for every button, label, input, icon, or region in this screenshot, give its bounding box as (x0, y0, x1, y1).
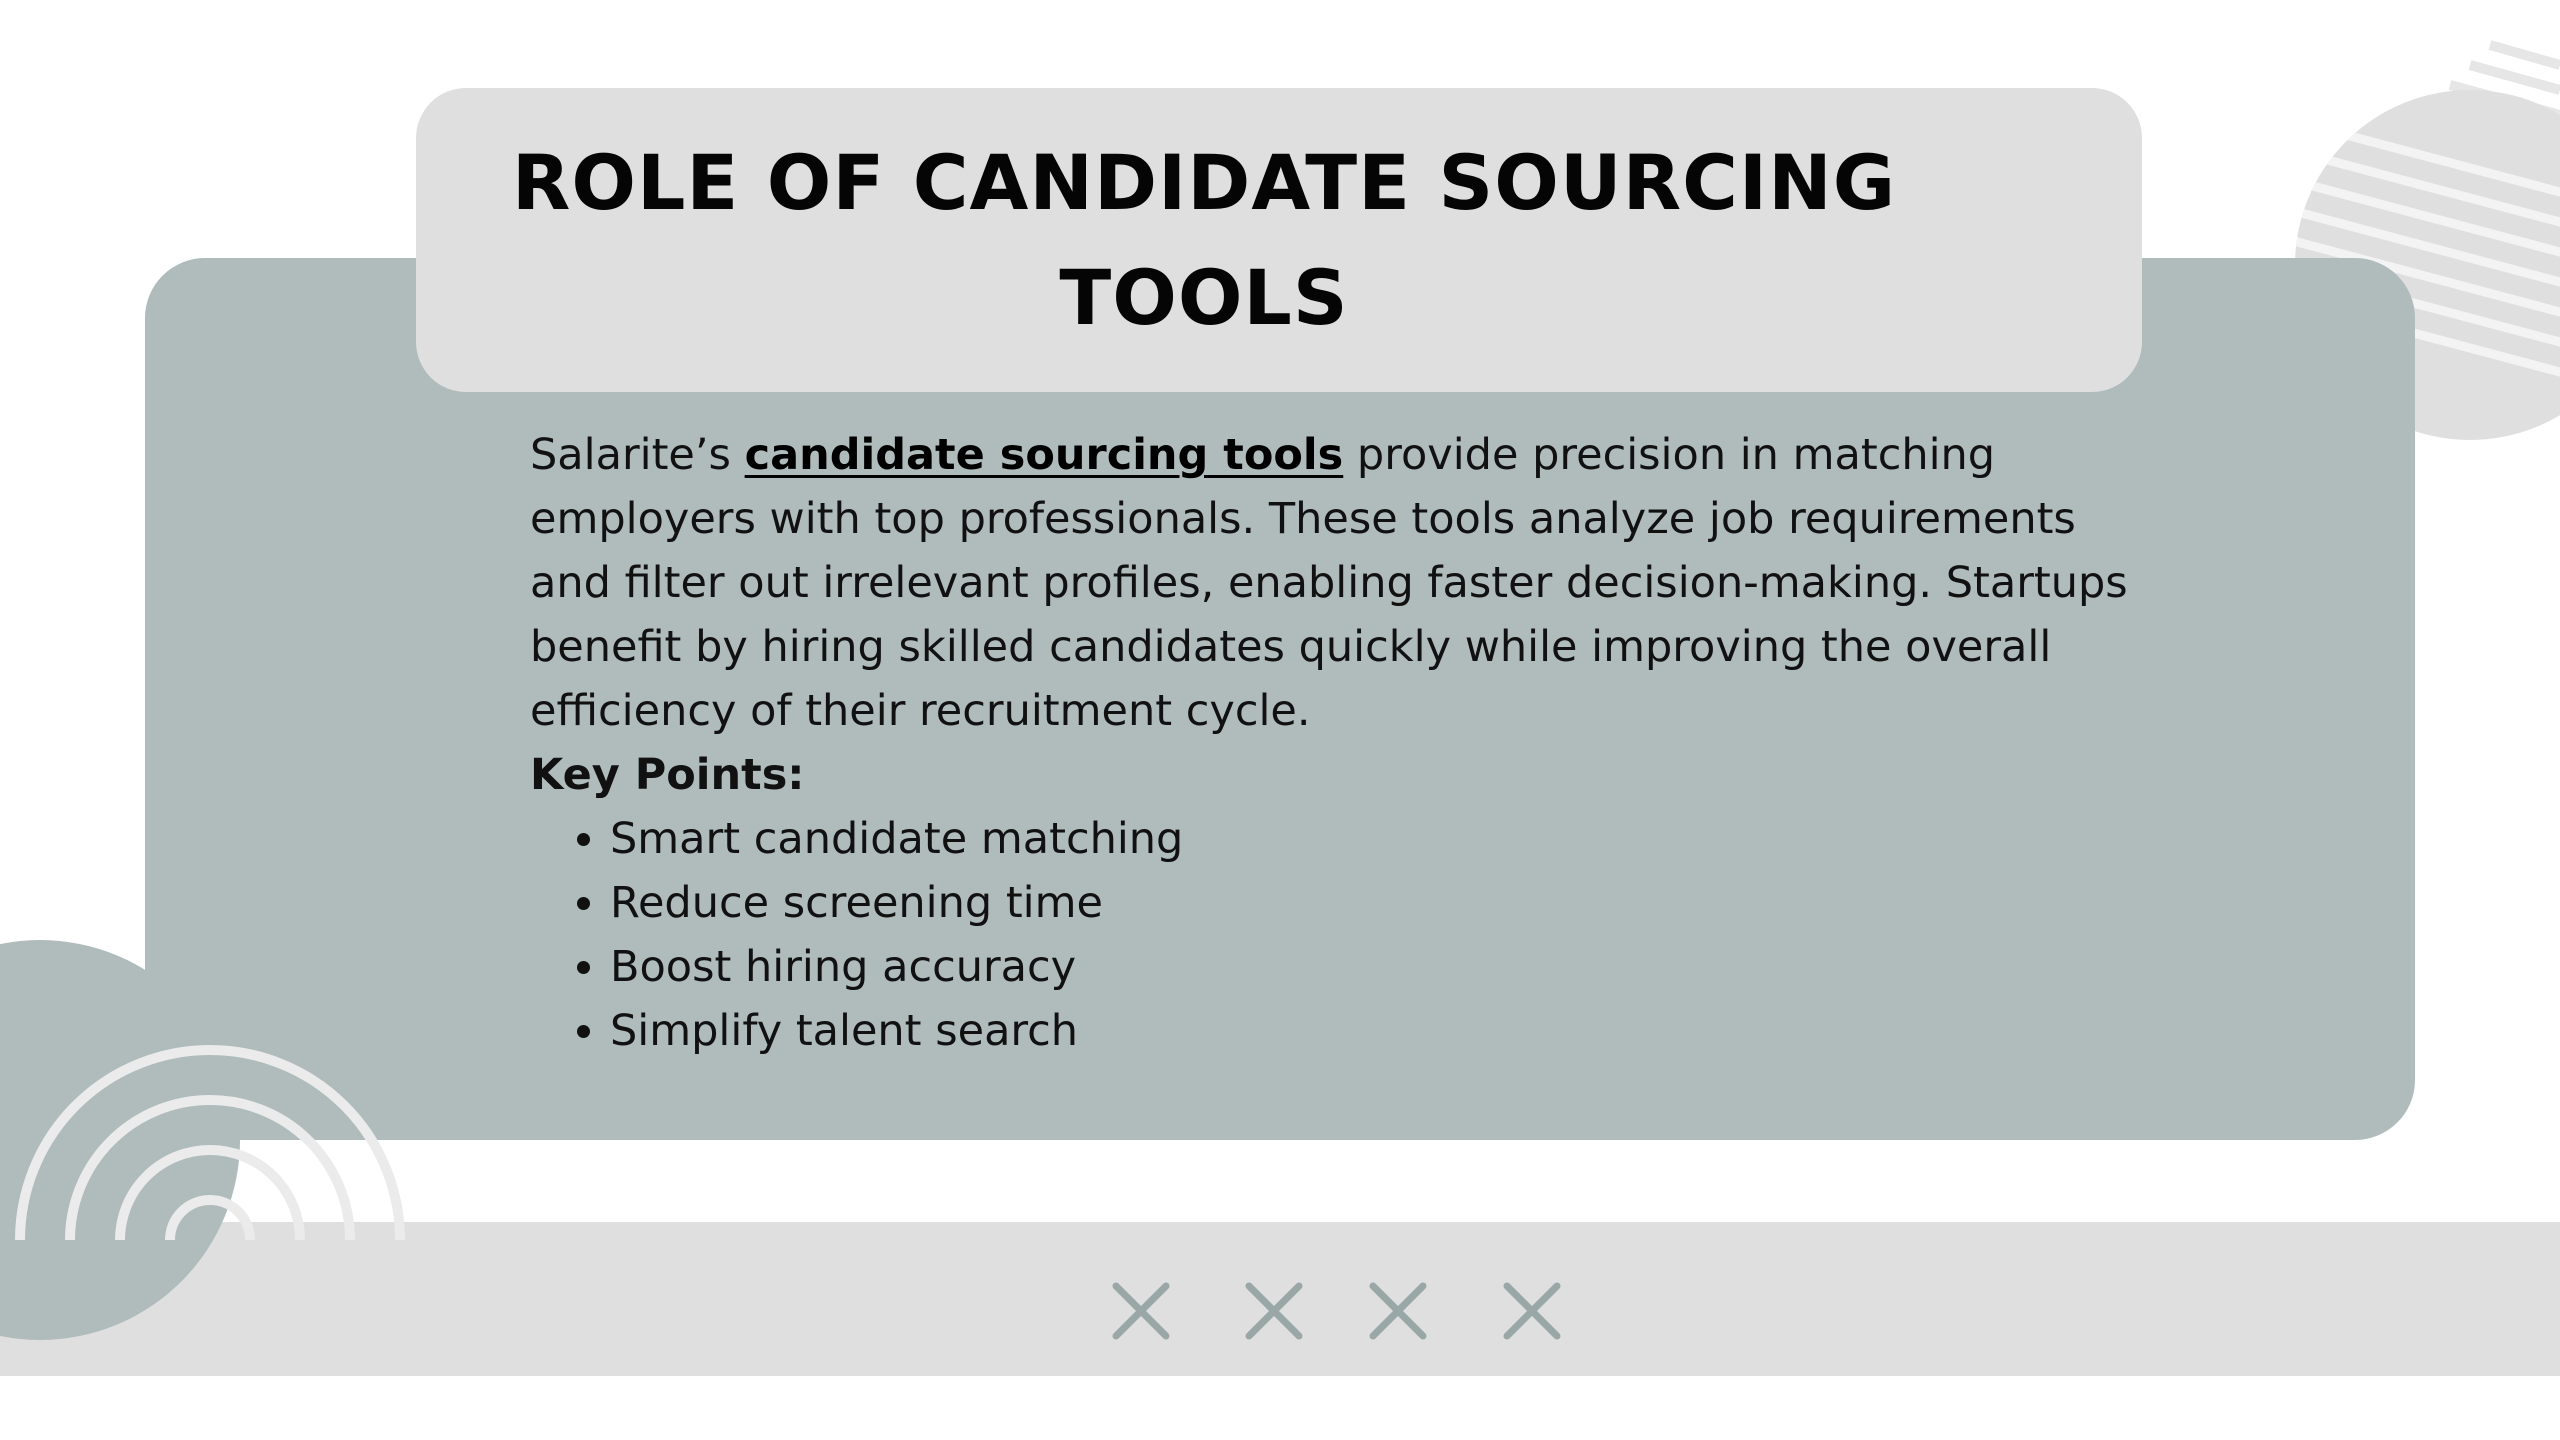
key-points-heading: Key Points: (530, 750, 805, 800)
intro-text-after: provide precision in matching employers with top professionals. These tools analyze job requirements and filter out irrelevant profiles, enabling faster decision-making. Startups benefit by hiring skilled candidates quickly while improving the overall efficiency of their recruitment cycle. (530, 430, 2128, 736)
list-item: • Simplify talent search (610, 999, 2140, 1063)
slide-content (530, 423, 2140, 1063)
candidate-sourcing-tools-link[interactable]: candidate sourcing tools (744, 430, 1344, 480)
x-icon (1501, 1280, 1563, 1342)
title-box (416, 88, 2142, 392)
list-item: • Boost hiring accuracy (610, 935, 2140, 999)
x-icon (1367, 1280, 1429, 1342)
key-points-list (530, 807, 2140, 1063)
list-item: • Reduce screening time (610, 871, 2140, 935)
slide-title: ROLE OF CANDIDATE SOURCING TOOLS (511, 138, 1897, 342)
intro-text-before: Salarite’s (530, 430, 745, 480)
x-icon (1243, 1280, 1305, 1342)
intro-paragraph (530, 423, 2140, 743)
x-icon (1110, 1280, 1172, 1342)
list-item: • Smart candidate matching (610, 807, 2140, 871)
decorative-x-row (0, 1280, 2560, 1350)
